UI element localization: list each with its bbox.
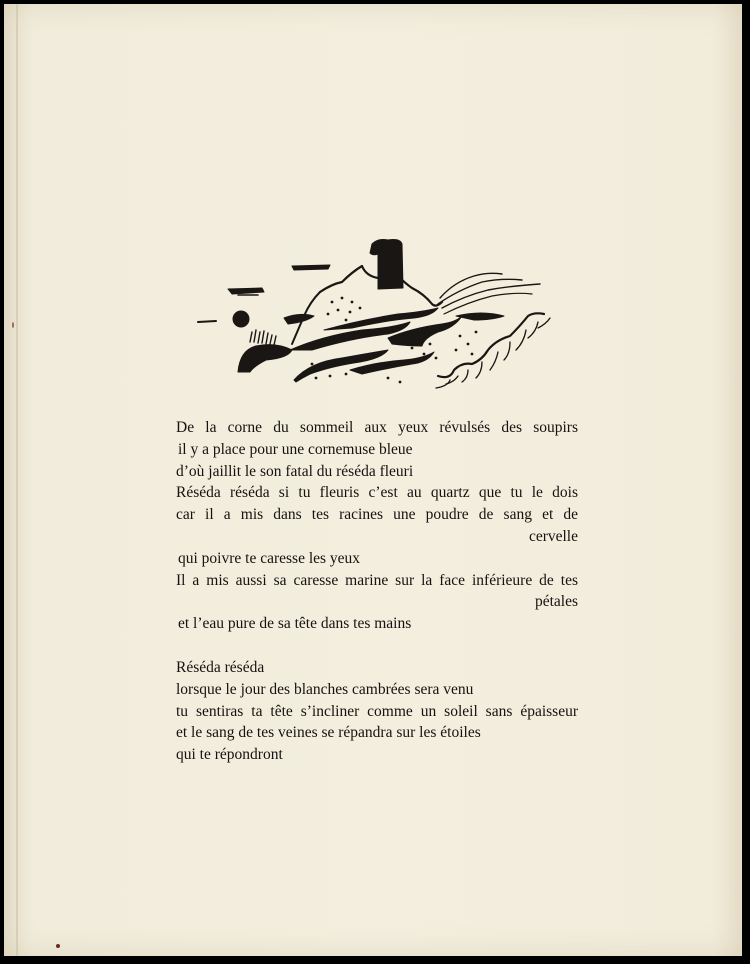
- poem-line: Réséda réséda: [176, 658, 265, 676]
- poem-line: qui poivre te caresse les yeux: [178, 549, 361, 567]
- poem-text: [176, 417, 578, 766]
- paper-speck: [56, 944, 60, 948]
- poem-line: qui te répondront: [176, 746, 283, 764]
- poem-line: De la corne du sommeil aux yeux révulsés des soupirs: [176, 419, 578, 436]
- surrealist-landscape-icon: [192, 232, 562, 392]
- stanza-break: [176, 635, 578, 657]
- poem-line: Il a mis aussi sa caresse marine sur la face inférieure de tes: [176, 571, 578, 589]
- poem-line: cervelle: [528, 527, 578, 545]
- poem-line: et l’eau pure de sa tête dans tes mains: [178, 615, 412, 633]
- poem-line: d’où jaillit le son fatal du réséda fleuri: [176, 462, 414, 480]
- book-page: [4, 4, 742, 956]
- poem-line: lorsque le jour des blanches cambrées sera venu: [176, 680, 474, 698]
- paper-speck: [12, 322, 14, 328]
- poem-line: et le sang de tes veines se répandra sur les étoiles: [176, 724, 481, 742]
- poem-line: pétales: [534, 593, 578, 611]
- poem-line: il y a place pour une cornemuse bleue: [178, 440, 413, 458]
- poem-line: Réséda réséda si tu fleuris c’est au quartz que tu le dois: [176, 484, 578, 502]
- poem-line: car il a mis dans tes racines une poudre de sang et de: [176, 506, 578, 524]
- poem-line: tu sentiras ta tête s’incliner comme un soleil sans épaisseur: [176, 702, 578, 720]
